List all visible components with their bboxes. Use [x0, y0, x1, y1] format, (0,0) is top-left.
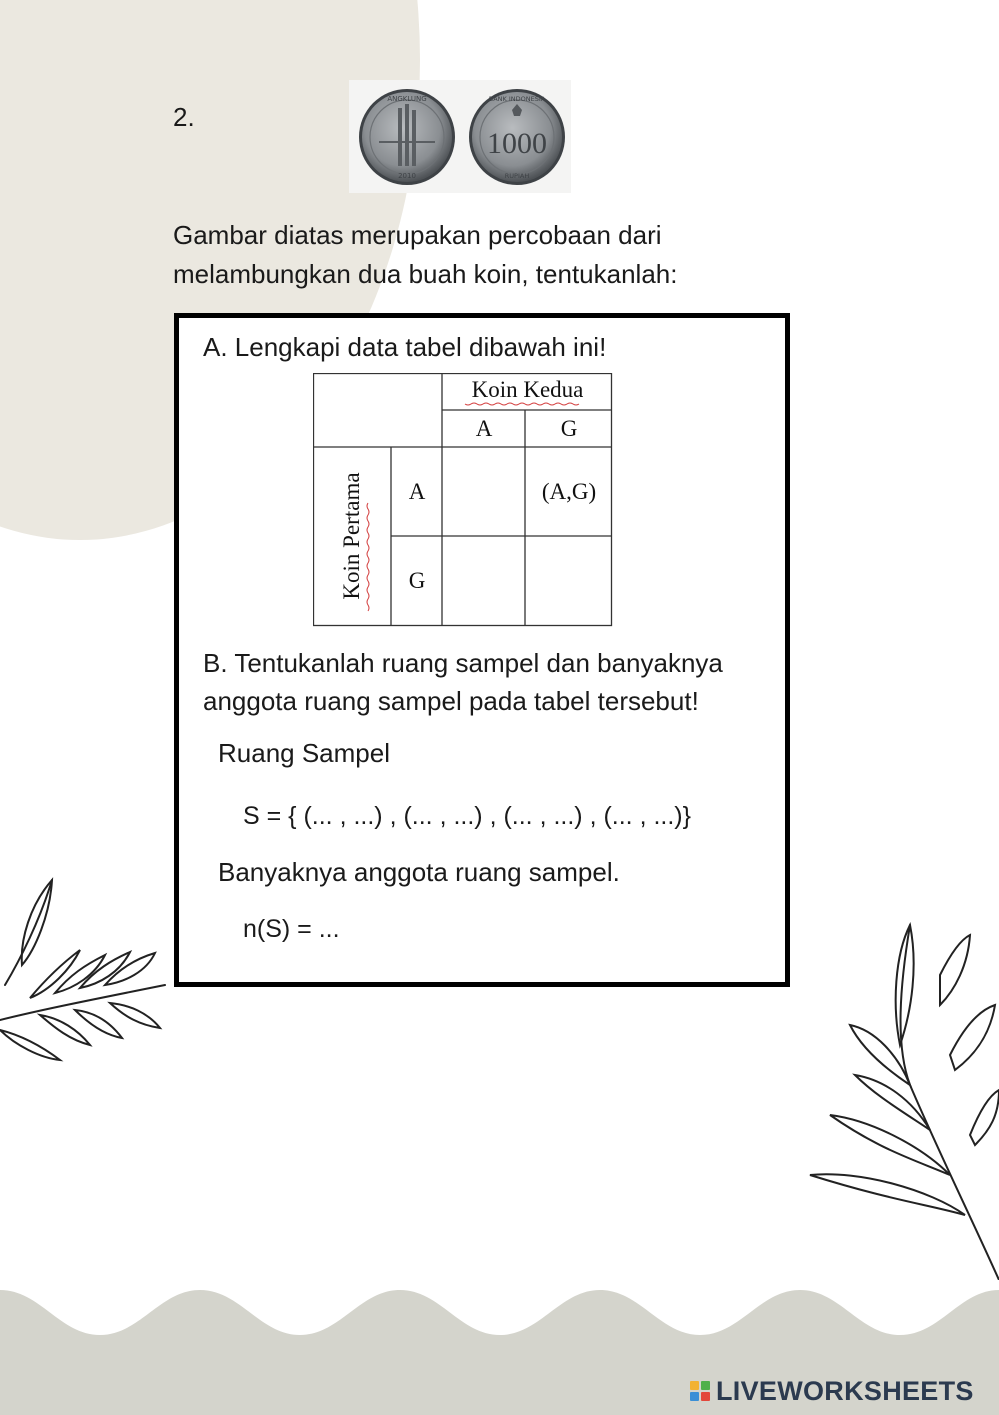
row-header-g: G — [408, 568, 426, 593]
leaf-left-icon — [0, 870, 180, 1080]
part-b-line-1: B. Tentukanlah ruang sampel dan banyaknya — [203, 648, 723, 678]
question-box — [174, 313, 790, 987]
row-header-a: A — [408, 479, 426, 504]
cell-a-g: (A,G) — [541, 479, 597, 504]
coins-image — [349, 80, 571, 193]
coin-left-icon — [359, 89, 455, 185]
logo-square-1 — [690, 1381, 699, 1390]
brand-name: LIVEWORKSHEETS — [716, 1375, 974, 1406]
part-b-text — [203, 644, 773, 720]
liveworksheets-logo[interactable] — [690, 1375, 974, 1407]
logo-square-2 — [701, 1381, 710, 1390]
logo-square-4 — [701, 1392, 710, 1401]
logo-square-3 — [690, 1392, 699, 1401]
col-group-header: Koin Kedua — [471, 377, 584, 402]
sample-space-formula[interactable]: S = { (... , ...) , (... , ...) , (... , ...) , (... , ...)} — [243, 802, 691, 830]
sample-space-label: Ruang Sampel — [218, 738, 390, 768]
intro-line-1: Gambar diatas merupakan percobaan dari — [173, 220, 662, 250]
question-intro — [173, 216, 773, 294]
svg-text:ANGKLUNG: ANGKLUNG — [387, 95, 427, 103]
row-group-header: Koin Pertama — [339, 472, 364, 600]
count-formula[interactable]: n(S) = ... — [243, 915, 340, 943]
intro-line-2: melambungkan dua buah koin, tentukanlah: — [173, 259, 678, 289]
sample-table — [313, 373, 613, 628]
part-b-line-2: anggota ruang sampel pada tabel tersebut! — [203, 686, 699, 716]
svg-text:1000: 1000 — [487, 127, 547, 160]
part-a-label: A. Lengkapi data tabel dibawah ini! — [203, 332, 607, 362]
coin-right-icon — [469, 89, 565, 185]
svg-text:BANK INDONESIA: BANK INDONESIA — [488, 95, 546, 103]
question-number: 2. — [173, 102, 195, 132]
leaf-right-icon — [800, 915, 999, 1280]
svg-text:RUPIAH: RUPIAH — [504, 172, 530, 180]
col-header-g: G — [560, 416, 578, 441]
count-label: Banyaknya anggota ruang sampel. — [218, 857, 620, 887]
liveworksheets-logo-icon — [690, 1381, 710, 1401]
col-header-a: A — [475, 416, 493, 441]
svg-text:2010: 2010 — [398, 172, 416, 180]
